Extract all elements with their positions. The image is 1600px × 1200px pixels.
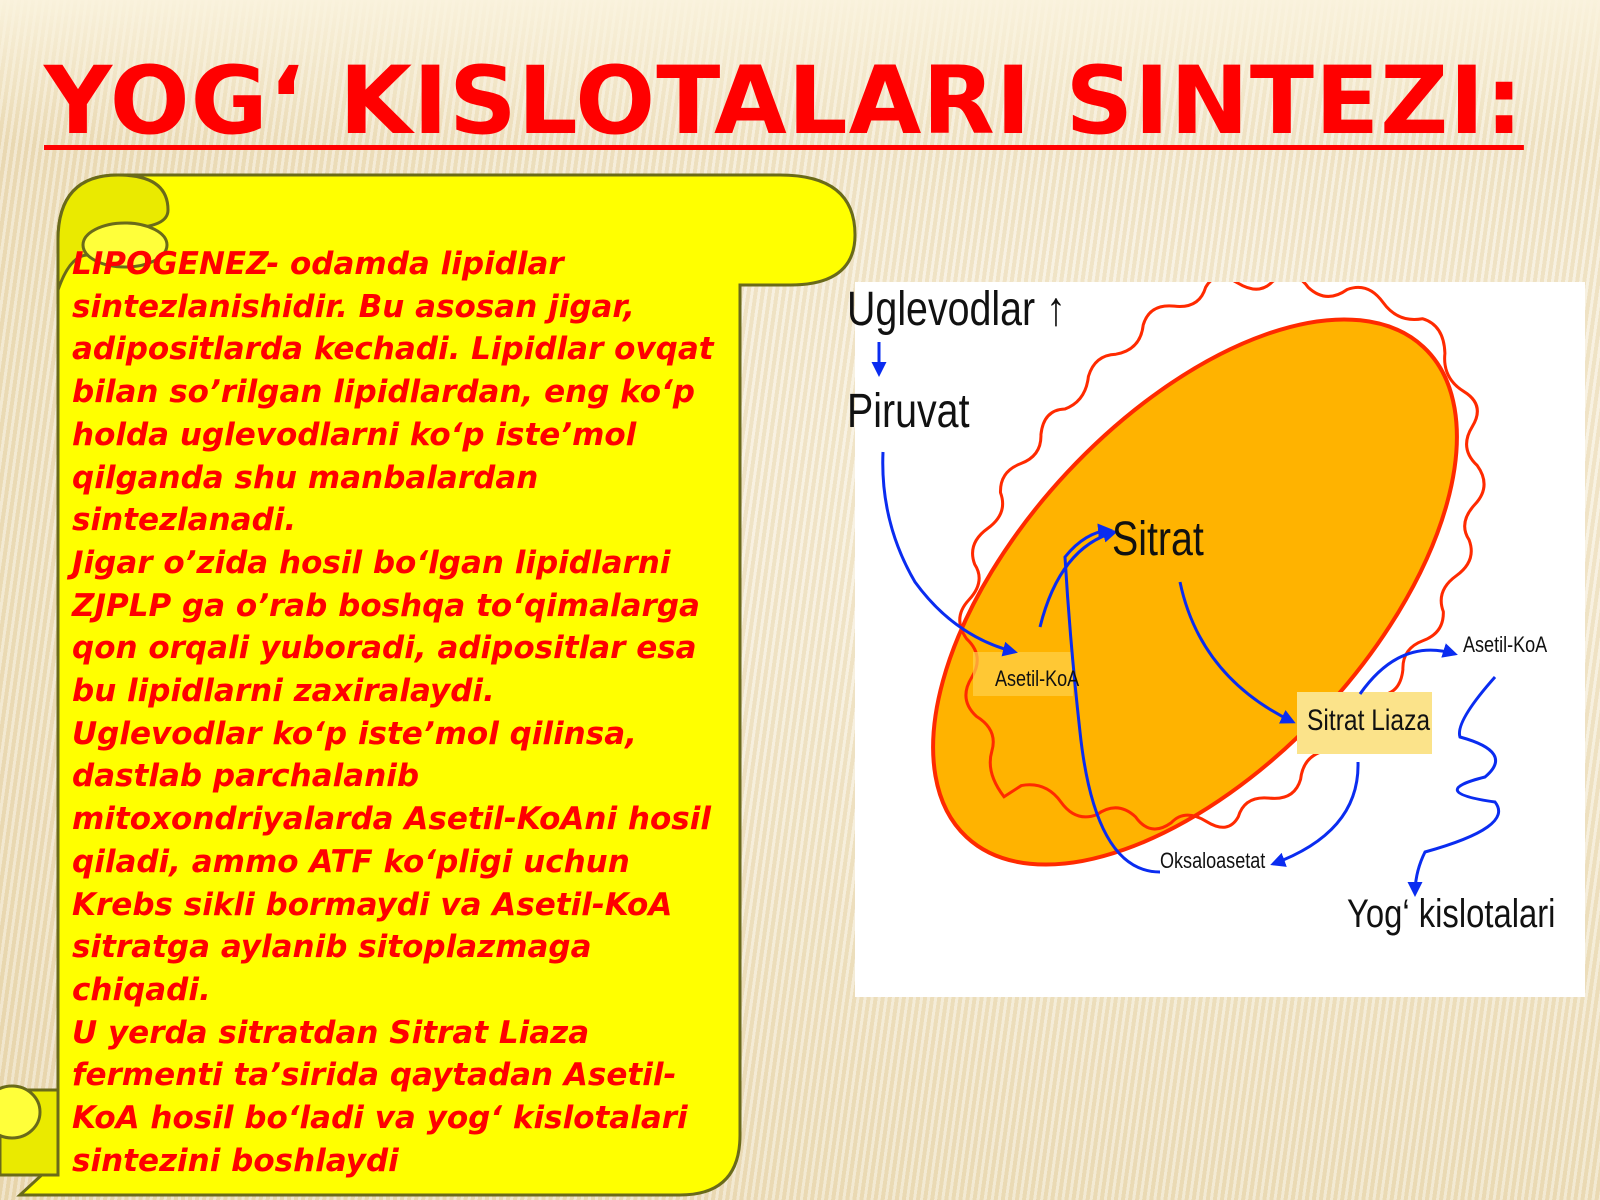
lipogenesis-diagram — [847, 282, 1585, 997]
paragraph-jigar: Jigar o’zida hosil bo‘lgan lipidlarni ZJPLP ga o’rab boshqa to‘qimalarga qon orqali yuboradi, adipositlar esa bu lipidlarni zaxiralaydi. — [72, 544, 700, 710]
paragraph-lipogenez: LIPOGENEZ- odamda lipidlar sintezlanishidir. Bu asosan jigar, adipositlarda kechadi. Lipidlar ovqat bilan so’rilgan lipidlardan, eng ko‘p holda uglevodlarni ko‘p iste’mol qilganda shu manbalardan sintezlanadi. — [72, 246, 714, 539]
label-asetil-koa-inner: Asetil-KoA — [995, 666, 1080, 691]
label-uglevodlar: Uglevodlar ↑ — [847, 283, 1066, 336]
label-sitrat-liaza: Sitrat Liaza — [1307, 704, 1431, 737]
label-asetil-koa-outer: Asetil-KoA — [1463, 632, 1548, 657]
label-yog-kislotalari: Yog‘ kislotalari — [1347, 892, 1556, 936]
arrow-liaza-oksaloasetat — [1273, 762, 1358, 864]
arrow-liaza-asetil-koa — [1360, 650, 1455, 694]
label-piruvat: Piruvat — [847, 385, 970, 438]
paragraph-sitrat-liaza: U yerda sitratdan Sitrat Liaza fermenti ta’sirida qaytadan Asetil-KoA hosil bo‘ladi va yog‘ kislotalari sintezini boshlaydi — [72, 1014, 688, 1179]
slide-title: YOG‘ KISLOTALARI SINTEZI: — [44, 47, 1524, 156]
paragraph-uglevodlar: Uglevodlar ko‘p iste’mol qilinsa, dastlab parchalanib mitoxondriyalarda Asetil-KoAni hosil qiladi, ammo ATF ko‘pligi uchun Krebs sikli bormaydi va Asetil-KoA sitratga aylanib sitoplazmaga chiqadi. — [72, 715, 711, 1008]
lipogenesis-description — [72, 243, 732, 1182]
label-oksaloasetat: Oksaloasetat — [1160, 848, 1266, 873]
label-sitrat: Sitrat — [1112, 513, 1204, 566]
